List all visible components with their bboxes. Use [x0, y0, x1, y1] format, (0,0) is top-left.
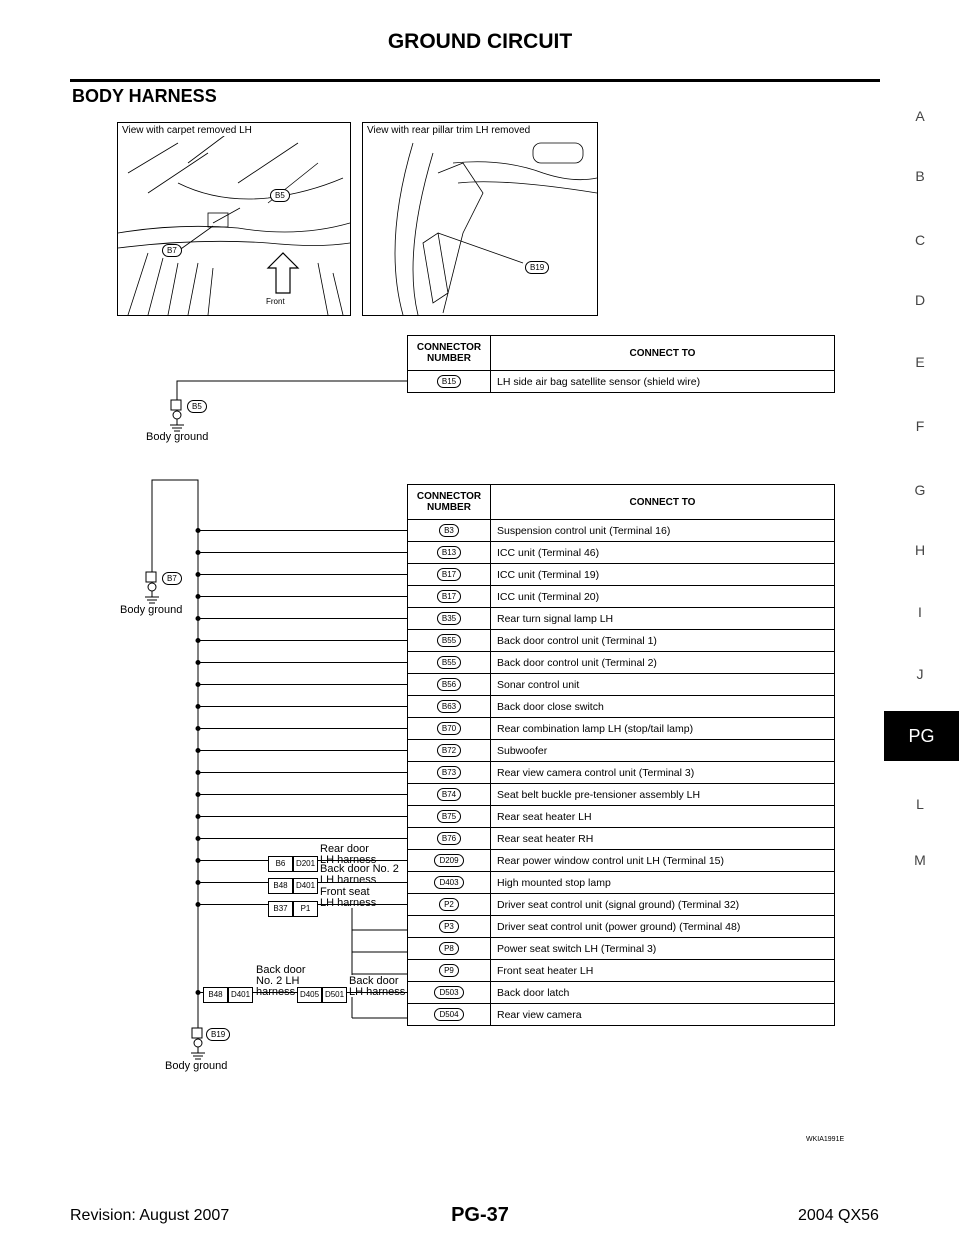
table-row	[408, 586, 835, 608]
connector-id: B75	[437, 810, 461, 823]
section-tab-h[interactable]: H	[914, 542, 926, 558]
table-row	[408, 371, 835, 393]
connector-id: P8	[439, 942, 459, 955]
b5-callout: B5	[270, 189, 290, 202]
body-ground-label-1: Body ground	[146, 431, 209, 443]
b7-callout: B7	[162, 244, 182, 257]
section-tab-pg[interactable]: PG	[884, 711, 959, 761]
harness-b6: B6	[268, 856, 293, 872]
table-row	[408, 696, 835, 718]
table-row	[408, 850, 835, 872]
section-tab-a[interactable]: A	[915, 108, 925, 124]
connect-to: Seat belt buckle pre-tensioner assembly LH	[491, 784, 835, 806]
section-tab-e[interactable]: E	[915, 354, 925, 370]
connect-to: Suspension control unit (Terminal 16)	[491, 520, 835, 542]
ground-b19: B19	[206, 1028, 230, 1041]
harness-b37: B37	[268, 901, 293, 917]
connect-to: Driver seat control unit (power ground) (Terminal 48)	[491, 916, 835, 938]
section-tab-m[interactable]: M	[914, 852, 926, 868]
col-connector: CONNECTOR NUMBER	[408, 336, 491, 371]
ground-b5: B5	[187, 400, 207, 413]
connect-to: ICC unit (Terminal 46)	[491, 542, 835, 564]
table-row	[408, 652, 835, 674]
harness-p1: P1	[293, 901, 318, 917]
table-row	[408, 938, 835, 960]
connector-id: B72	[437, 744, 461, 757]
connector-id: B35	[437, 612, 461, 625]
section-tab-l[interactable]: L	[916, 796, 924, 812]
ground-b7: B7	[162, 572, 182, 585]
connect-to: Rear seat heater LH	[491, 806, 835, 828]
section-heading: BODY HARNESS	[72, 86, 217, 106]
harness-d401b: D401	[228, 987, 253, 1003]
connector-id: B73	[437, 766, 461, 779]
connect-to: Rear power window control unit LH (Terminal 15)	[491, 850, 835, 872]
body-ground-label-2: Body ground	[120, 604, 183, 616]
table-row	[408, 828, 835, 850]
connect-to: Rear view camera control unit (Terminal 3)	[491, 762, 835, 784]
connect-to: Back door close switch	[491, 696, 835, 718]
table-row	[408, 960, 835, 982]
table-row	[408, 872, 835, 894]
connector-id: D504	[434, 1008, 463, 1021]
connect-to: Rear combination lamp LH (stop/tail lamp)	[491, 718, 835, 740]
section-tab-j[interactable]: J	[916, 666, 924, 682]
connector-id: B63	[437, 700, 461, 713]
connect-to: Driver seat control unit (signal ground) (Terminal 32)	[491, 894, 835, 916]
connect-to: ICC unit (Terminal 20)	[491, 586, 835, 608]
connect-to: Back door control unit (Terminal 1)	[491, 630, 835, 652]
connector-id: B15	[437, 375, 461, 388]
connector-id: P2	[439, 898, 459, 911]
model-name: 2004 QX56	[798, 1207, 879, 1224]
photo-right-caption: View with rear pillar trim LH removed	[367, 125, 531, 136]
col-connect-to: CONNECT TO	[491, 336, 835, 371]
table-row	[408, 784, 835, 806]
section-tab-g[interactable]: G	[914, 482, 926, 498]
connect-to: Rear turn signal lamp LH	[491, 608, 835, 630]
rear-door-harness-label: Rear door LH harness	[320, 843, 377, 866]
connector-id: B76	[437, 832, 461, 845]
front-seat-harness-label: Front seat LH harness	[320, 886, 377, 909]
connect-to: High mounted stop lamp	[491, 872, 835, 894]
table-row	[408, 542, 835, 564]
harness-d501: D501	[322, 987, 347, 1003]
connect-to: Sonar control unit	[491, 674, 835, 696]
connector-id: P3	[439, 920, 459, 933]
front-label: Front	[266, 297, 285, 306]
harness-d401: D401	[293, 878, 318, 894]
connect-to: Back door latch	[491, 982, 835, 1004]
connector-id: B17	[437, 590, 461, 603]
connector-id: P9	[439, 964, 459, 977]
connector-id: B17	[437, 568, 461, 581]
connector-id: B3	[439, 524, 459, 537]
connector-id: B55	[437, 634, 461, 647]
connect-to: Back door control unit (Terminal 2)	[491, 652, 835, 674]
table-row	[408, 806, 835, 828]
connect-to: Rear view camera	[491, 1004, 835, 1026]
section-tab-d[interactable]: D	[914, 292, 926, 308]
connector-id: D503	[434, 986, 463, 999]
connect-to: Rear seat heater RH	[491, 828, 835, 850]
harness-b48b: B48	[203, 987, 228, 1003]
col-connector: CONNECTOR NUMBER	[408, 485, 491, 520]
connector-id: B13	[437, 546, 461, 559]
table-row	[408, 608, 835, 630]
col-connect-to: CONNECT TO	[491, 485, 835, 520]
table-row	[408, 1004, 835, 1026]
section-tab-f[interactable]: F	[915, 418, 925, 434]
table-row	[408, 718, 835, 740]
connector-id: B70	[437, 722, 461, 735]
connector-table-2	[407, 484, 835, 1026]
connector-id: D403	[434, 876, 463, 889]
table-row	[408, 630, 835, 652]
page-title: GROUND CIRCUIT	[387, 30, 573, 53]
connector-id: B55	[437, 656, 461, 669]
section-tab-c[interactable]: C	[914, 232, 926, 248]
b19-callout: B19	[525, 261, 549, 274]
connector-id: B74	[437, 788, 461, 801]
table-row	[408, 916, 835, 938]
section-tab-b[interactable]: B	[915, 168, 925, 184]
connect-to: Front seat heater LH	[491, 960, 835, 982]
harness-d201: D201	[293, 856, 318, 872]
harness-b48: B48	[268, 878, 293, 894]
connect-to: LH side air bag satellite sensor (shield wire)	[491, 371, 835, 393]
table-row	[408, 894, 835, 916]
section-tab-i[interactable]: I	[918, 604, 922, 620]
connector-table-1	[407, 335, 835, 393]
connect-to: Power seat switch LH (Terminal 3)	[491, 938, 835, 960]
connector-id: D209	[434, 854, 463, 867]
connect-to: Subwoofer	[491, 740, 835, 762]
table-row	[408, 674, 835, 696]
revision-date: Revision: August 2007	[70, 1207, 230, 1224]
table-row	[408, 740, 835, 762]
figure-code: WKIA1991E	[806, 1136, 845, 1143]
back-door-lh-label: Back door LH harness	[349, 975, 406, 998]
table-row	[408, 762, 835, 784]
page-number: PG-37	[451, 1204, 509, 1226]
table-row	[408, 564, 835, 586]
back-door-no2-harness-label: Back door No. 2 LH harness	[320, 863, 399, 886]
body-ground-label-3: Body ground	[165, 1060, 228, 1072]
table-row	[408, 982, 835, 1004]
back-door-no2-lh-label: Back door No. 2 LH harness	[256, 964, 306, 998]
table-row	[408, 520, 835, 542]
connect-to: ICC unit (Terminal 19)	[491, 564, 835, 586]
connector-id: B56	[437, 678, 461, 691]
photo-left-caption: View with carpet removed LH	[122, 125, 252, 136]
harness-d405: D405	[297, 987, 322, 1003]
